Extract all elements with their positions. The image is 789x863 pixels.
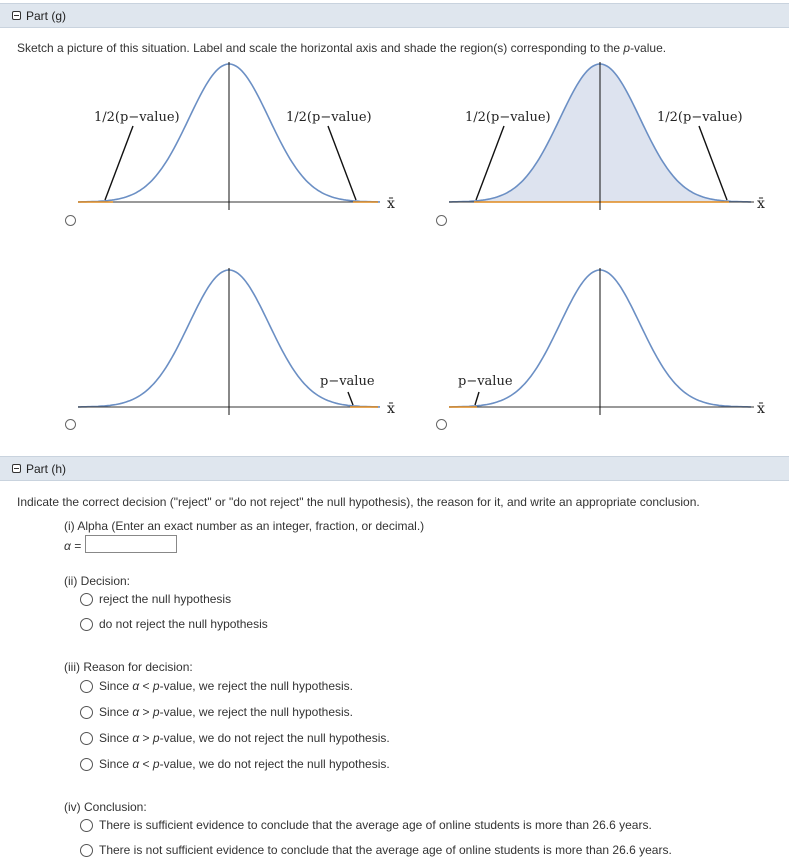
normal-curve-graph-3	[78, 264, 408, 422]
conclusion-option-1[interactable]	[80, 818, 652, 832]
option-label: do not reject the null hypothesis	[99, 617, 268, 631]
label-pvalue-4: p−value	[458, 374, 513, 389]
option-label: There is not sufficient evidence to conclude that the average age of online students is more than 26.6 years.	[99, 843, 672, 857]
alpha-label: (i) Alpha (Enter an exact number as an integer, fraction, or decimal.)	[64, 519, 425, 533]
normal-curve-graph-2	[449, 58, 779, 216]
axis-label-3: x̄	[387, 401, 395, 417]
label-pointer-3	[348, 392, 353, 405]
radio-button[interactable]	[80, 844, 93, 857]
reason-option-4[interactable]	[80, 757, 390, 771]
part-g-title: Part (g)	[26, 8, 67, 23]
radio-button[interactable]	[80, 680, 93, 693]
alpha-symbol: α =	[64, 539, 82, 553]
part-h-instruction: Indicate the correct decision ("reject" or "do not reject" the null hypothesis), the reason for it, and write an appropriate conclusion.	[17, 495, 700, 509]
part-g-instruction: Sketch a picture of this situation. Label and scale the horizontal axis and shade the region(s) corresponding to the p-value.	[17, 41, 667, 55]
decision-option-do-not-reject[interactable]	[80, 617, 268, 631]
collapse-icon[interactable]	[12, 464, 21, 473]
normal-curve-graph-1	[78, 58, 408, 216]
label-left-2: 1/2(p−value)	[465, 110, 551, 125]
reason-option-2[interactable]	[80, 705, 353, 719]
conclusion-option-2[interactable]	[80, 843, 672, 857]
normal-curve-graph-4	[449, 264, 779, 422]
shaded-center-2	[474, 64, 728, 202]
part-h-header[interactable]	[0, 456, 789, 481]
option-label: Since α > p-value, we reject the null hypothesis.	[99, 705, 354, 719]
graph-option-4-radio[interactable]	[436, 419, 447, 430]
label-pointer-left-1	[105, 126, 133, 200]
axis-label-1: x̄	[387, 196, 395, 212]
graph-option-2-radio[interactable]	[436, 215, 447, 226]
label-right-1: 1/2(p−value)	[286, 110, 372, 125]
radio-button[interactable]	[80, 706, 93, 719]
reason-option-1[interactable]	[80, 679, 353, 693]
collapse-icon[interactable]	[12, 11, 21, 20]
option-label: Since α < p-value, we reject the null hypothesis.	[99, 679, 354, 693]
radio-button[interactable]	[80, 618, 93, 631]
reason-label: (iii) Reason for decision:	[64, 660, 193, 674]
part-h-title: Part (h)	[26, 461, 67, 476]
radio-button[interactable]	[80, 593, 93, 606]
decision-option-reject[interactable]	[80, 592, 231, 606]
label-right-2: 1/2(p−value)	[657, 110, 743, 125]
graph-option-3-radio[interactable]	[65, 419, 76, 430]
axis-label-4: x̄	[757, 401, 765, 417]
option-label: reject the null hypothesis	[99, 592, 232, 606]
radio-button[interactable]	[80, 732, 93, 745]
radio-button[interactable]	[80, 758, 93, 771]
graph-option-1-radio[interactable]	[65, 215, 76, 226]
radio-button[interactable]	[80, 819, 93, 832]
decision-label: (ii) Decision:	[64, 574, 131, 588]
label-pointer-right-1	[328, 126, 356, 200]
option-label: Since α < p-value, we do not reject the null hypothesis.	[99, 757, 390, 771]
conclusion-label: (iv) Conclusion:	[64, 800, 147, 814]
label-pointer-4	[475, 392, 479, 405]
axis-label-2: x̄	[757, 196, 765, 212]
option-label: There is sufficient evidence to conclude that the average age of online students is more than 26.6 years.	[99, 818, 652, 832]
label-left-1: 1/2(p−value)	[94, 110, 180, 125]
label-pointer-right-2	[699, 126, 727, 200]
label-pointer-left-2	[476, 126, 504, 200]
option-label: Since α > p-value, we do not reject the null hypothesis.	[99, 731, 390, 745]
part-g-header[interactable]	[0, 3, 789, 28]
alpha-input[interactable]	[85, 535, 177, 553]
label-pvalue-3: p−value	[320, 374, 375, 389]
reason-option-3[interactable]	[80, 731, 390, 745]
